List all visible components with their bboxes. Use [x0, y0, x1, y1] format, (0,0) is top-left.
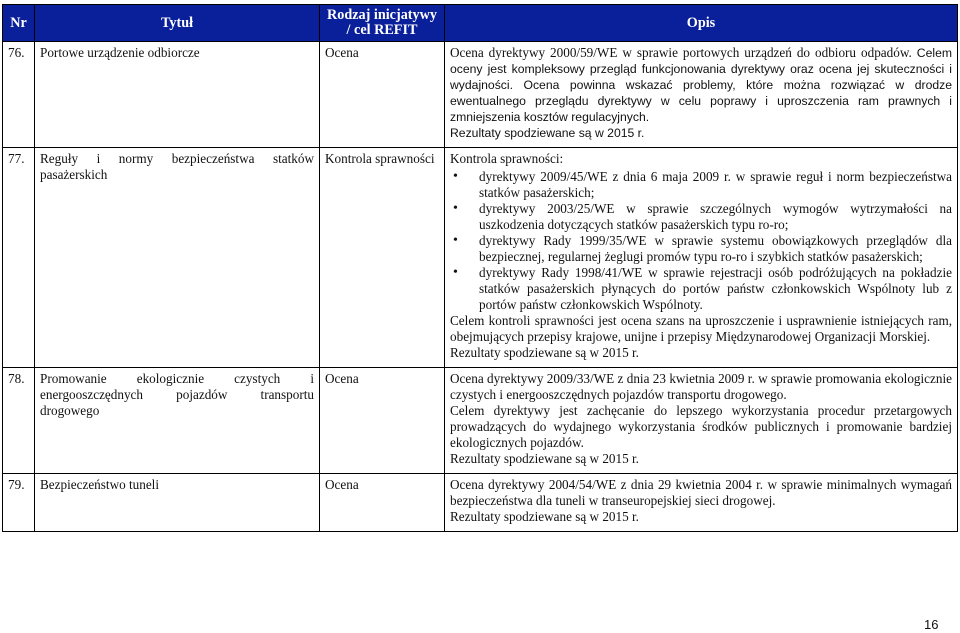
row-kind: Ocena: [320, 368, 445, 474]
description-result: Rezultaty spodziewane są w 2015 r.: [450, 509, 639, 524]
description-goal: Celem kontroli sprawności jest ocena szans na uproszczenie i usprawnienie istniejących ram, obejmujących przepisy krajowe, unijne i przepisy Międzynarodowej Organizacji Morskiej.: [450, 313, 952, 344]
description-result: Rezultaty spodziewane są w 2015 r.: [450, 126, 645, 140]
initiatives-table: [2, 4, 958, 532]
header-nr: Nr: [3, 5, 35, 42]
header-title: Tytuł: [35, 5, 320, 42]
description-paragraph: Ocena dyrektywy 2009/33/WE z dnia 23 kwietnia 2009 r. w sprawie promowania ekologicznie czystych i energooszczędnych pojazdów transportu drogowego.: [450, 371, 952, 402]
page-number: 16: [924, 617, 939, 632]
description-paragraph: Ocena dyrektywy 2000/59/WE w sprawie portowych urządzeń do odbioru odpadów. Celem oceny jest kompleksowy przegląd funkcjonowania dyrektywy oraz ocena jej skuteczności i wydajności. Ocena powinna wskazać problemy, które można rozwiązać w drodze ewentualnego przeglądu dyrektywy w celu poprawy i uproszczenia ram prawnych i zmniejszenia kosztów regulacyjnych.: [450, 45, 952, 124]
bullet-list: [450, 169, 952, 313]
description-result: Rezultaty spodziewane są w 2015 r.: [450, 451, 639, 466]
table-row: [3, 148, 958, 368]
description-result: Rezultaty spodziewane są w 2015 r.: [450, 345, 639, 360]
row-description: [445, 474, 958, 532]
description-intro: Kontrola sprawności:: [450, 151, 564, 166]
row-nr: 76.: [3, 42, 35, 148]
row-title: Portowe urządzenie odbiorcze: [35, 42, 320, 148]
list-item: • dyrektywy 2003/25/WE w sprawie szczególnych wymogów wytrzymałości na uszkodzenia dotyczących statków pasażerskich typu ro-ro;: [479, 201, 952, 233]
row-title: Promowanie ekologicznie czystych i energooszczędnych pojazdów transportu drogowego: [35, 368, 320, 474]
header-kind: Rodzaj inicjatywy / cel REFIT: [320, 5, 445, 42]
table-row: [3, 368, 958, 474]
list-item: • dyrektywy 2009/45/WE z dnia 6 maja 2009 r. w sprawie reguł i norm bezpieczeństwa statków pasażerskich;: [479, 169, 952, 201]
row-nr: 77.: [3, 148, 35, 368]
row-title: Bezpieczeństwo tuneli: [35, 474, 320, 532]
row-kind: Ocena: [320, 474, 445, 532]
row-description: [445, 148, 958, 368]
description-paragraph: Ocena dyrektywy 2004/54/WE z dnia 29 kwietnia 2004 r. w sprawie minimalnych wymagań bezpieczeństwa dla tuneli w transeuropejskiej sieci drogowej.: [450, 477, 952, 508]
table-row: [3, 474, 958, 532]
description-goal: Celem dyrektywy jest zachęcanie do lepszego wykorzystania procedur przetargowych prowadzących do wydajnego wykorzystania środków publicznych i promowanie bardziej ekologicznych pojazdów.: [450, 403, 952, 450]
table-row: [3, 42, 958, 148]
row-description: [445, 42, 958, 148]
row-kind: Kontrola sprawności: [320, 148, 445, 368]
row-title: Reguły i normy bezpieczeństwa statków pasażerskich: [35, 148, 320, 368]
header-desc: Opis: [445, 5, 958, 42]
list-item: • dyrektywy Rady 1999/35/WE w sprawie systemu obowiązkowych przeglądów dla bezpiecznej, regularnej żeglugi promów typu ro-ro i szybkich statków pasażerskich;: [479, 233, 952, 265]
row-description: [445, 368, 958, 474]
table-header-row: [3, 5, 958, 42]
list-item: • dyrektywy Rady 1998/41/WE w sprawie rejestracji osób podróżujących na pokładzie statków pasażerskich płynących do portów państw członkowskich Wspólnoty lub z portów państw członkowskich Wspólnoty.: [479, 265, 952, 313]
row-kind: Ocena: [320, 42, 445, 148]
row-nr: 78.: [3, 368, 35, 474]
row-nr: 79.: [3, 474, 35, 532]
